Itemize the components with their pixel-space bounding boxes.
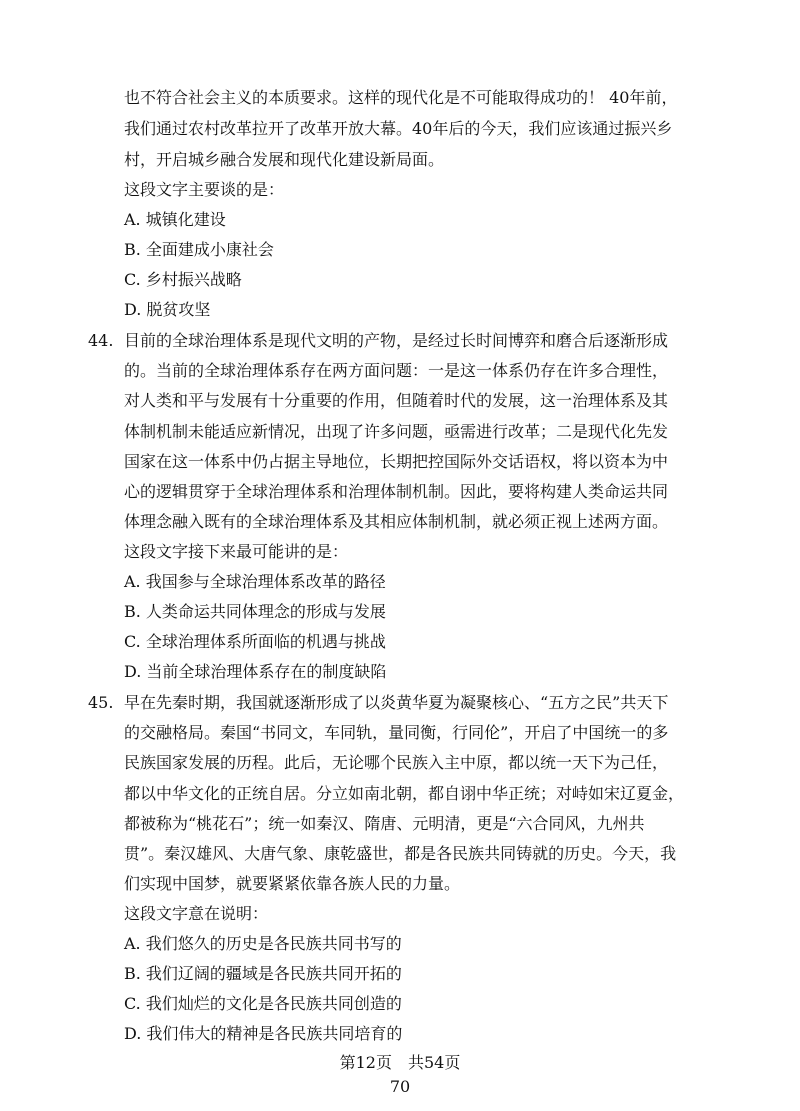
q44-passage-line-1: 目前的全球治理体系是现代文明的产物，是经过长时间博弈和磨合后逐渐形成: [124, 331, 669, 350]
q44-passage-line-7: 体理念融入既有的全球治理体系及其相应体制机制，就必须正视上述两方面。: [124, 512, 669, 531]
q45-option-b: B. 我们辽阔的疆域是各民族共同开拓的: [124, 964, 402, 983]
q43-option-b: B. 全面建成小康社会: [124, 240, 274, 259]
q44-passage-line-2: 的。当前的全球治理体系存在两方面问题：一是这一体系仍存在许多合理性，: [124, 361, 669, 380]
q44-passage-line-5: 国家在这一体系中仍占据主导地位，长期把控国际外交话语权，将以资本为中: [124, 452, 669, 471]
q45-question: 这段文字意在说明：: [124, 904, 269, 923]
q43-option-c: C. 乡村振兴战略: [124, 270, 242, 289]
q45-passage-line-6: 贯”。秦汉雄风、大唐气象、康乾盛世，都是各民族共同铸就的历史。今天，我: [124, 844, 677, 863]
q45-number: 45.: [88, 693, 114, 712]
q45-passage-line-2: 的交融格局。秦国“书同文，车同轨，量同衡，行同伦”，开启了中国统一的多: [124, 723, 669, 742]
q43-passage-line-1: 也不符合社会主义的本质要求。这样的现代化是不可能取得成功的！ 40年前，: [124, 88, 678, 107]
q43-option-a: A. 城镇化建设: [124, 210, 226, 229]
q45-passage-line-7: 们实现中国梦，就要紧紧依靠各族人民的力量。: [124, 874, 461, 893]
q45-option-a: A. 我们悠久的历史是各民族共同书写的: [124, 934, 402, 953]
q44-option-d: D. 当前全球治理体系存在的制度缺陷: [124, 662, 387, 681]
q45-passage-line-3: 民族国家发展的历程。此后，无论哪个民族入主中原，都以统一天下为己任，: [124, 753, 669, 772]
q45-option-c: C. 我们灿烂的文化是各民族共同创造的: [124, 994, 402, 1013]
q45-option-d: D. 我们伟大的精神是各民族共同培育的: [124, 1024, 403, 1043]
q44-passage-line-6: 心的逻辑贯穿于全球治理体系和治理体制机制。因此，要将构建人类命运共同: [124, 482, 669, 501]
q44-option-b: B. 人类命运共同体理念的形成与发展: [124, 602, 386, 621]
q44-number: 44.: [88, 331, 114, 350]
q43-option-d: D. 脱贫攻坚: [124, 300, 211, 319]
page-number: 70: [389, 1077, 411, 1096]
q44-option-a: A. 我国参与全球治理体系改革的路径: [124, 572, 386, 591]
q44-passage-line-3: 对人类和平与发展有十分重要的作用，但随着时代的发展，这一治理体系及其: [124, 391, 669, 410]
q44-option-c: C. 全球治理体系所面临的机遇与挑战: [124, 632, 386, 651]
q45-passage-line-4: 都以中华文化的正统自居。分立如南北朝，都自诩中华正统；对峙如宋辽夏金，: [124, 784, 685, 803]
q43-passage-line-3: 村，开启城乡融合发展和现代化建设新局面。: [124, 150, 445, 169]
page-indicator: 第12页 共54页: [339, 1053, 461, 1072]
q44-question: 这段文字接下来最可能讲的是：: [124, 542, 349, 561]
q44-passage-line-4: 体制机制未能适应新情况，出现了许多问题，亟需进行改革；二是现代化先发: [124, 422, 669, 441]
q45-passage-line-1: 早在先秦时期，我国就逐渐形成了以炎黄华夏为凝聚核心、“五方之民”共天下: [124, 693, 669, 712]
q43-question: 这段文字主要谈的是：: [124, 180, 285, 199]
q43-passage-line-2: 我们通过农村改革拉开了改革开放大幕。40年后的今天，我们应该通过振兴乡: [124, 119, 673, 138]
q45-passage-line-5: 都被称为“桃花石”；统一如秦汉、隋唐、元明清，更是“六合同风，九州共: [124, 814, 645, 833]
